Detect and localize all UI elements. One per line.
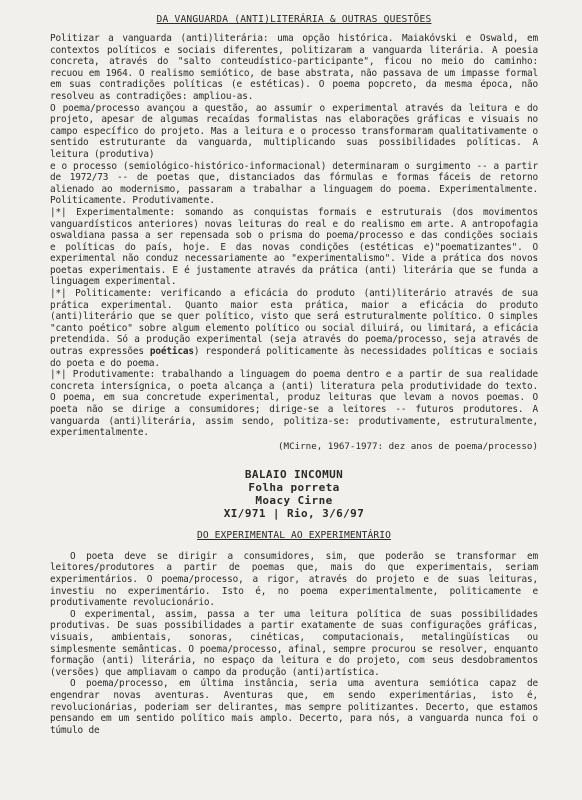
paragraph: Politizar a vanguarda (anti)literária: uma opção histórica. Maiakóvski e Oswald, em contextos políticos e sociais diferentes, politizaram a vanguarda literária. A poesia concreta, através do "salto conteudístico-participante", ficou no meio do caminho: recuou em 1964. O realismo semiótico, de base abstrata, não passava de um impasse formal em suas contradições políticas (e estéticas). O poema popcreto, da mesma época, não resolveu as contradições: ampliou-as. xyxy=(50,33,538,102)
masthead-author: Moacy Cirne xyxy=(255,493,333,507)
masthead-subtitle: Folha porreta xyxy=(248,480,340,494)
masthead xyxy=(50,468,538,520)
paragraph xyxy=(50,288,538,369)
paragraph: O poema/processo, em última instância, seria uma aventura semiótica capaz de engendrar novas aventuras. Aventuras que, em sendo experimentárias, isto é, revolucionárias, poderiam ser delirantes, mas sempre politizantes. Decerto, que estamos pensando em um sentido político mais amplo. Decerto, para nós, a vanguarda nunca foi o túmulo de xyxy=(50,678,538,736)
paragraph-bold-word: poéticas xyxy=(149,346,194,358)
paragraph: O poeta deve se dirigir a consumidores, sim, que poderão se transformar em leitores/produtores a partir de poemas que, mais do que experimentais, seriam experimentários. O poema/processo, a rigor, através do projeto e de suas leituras, investiu no experimentário. Isto é, no poema experimentalmente, politicamente e produtivamente revolucionário. xyxy=(50,550,538,609)
paragraph: |*| Produtivamente: trabalhando a linguagem do poema dentro e a partir de sua realidade concreta intersígnica, o poeta alcança a (anti) literatura pela produtividade do texto. O poema, em sua concretude experimental, produz leituras que levam a novos poemas. O poeta não se dirige a consumidores; dirige-se a leitores -- futuros produtores. A vanguarda (anti)literária, assim sendo, politiza-se: produtivamente, estruturalmente, experimentalmente. xyxy=(50,369,538,439)
paragraph: |*| Experimentalmente: somando as conquistas formais e estruturais (dos movimentos vanguardísticos anteriores) novas leituras do real e do realismo em arte. A antropofagia oswaldiana passa a ser repensada sob o prisma do poema/processo e das condições sociais e políticas do país, hoje. E das novas condições (estéticas e)"poematizantes". O experimental não conduz necessariamente ao "experimentalismo". Vide a prática dos novos poetas experimentais. E é justamente através da prática (anti) literária que se funda a linguagem experimental. xyxy=(50,206,538,288)
section-title: DA VANGUARDA (ANTI)LITERÁRIA & OUTRAS QUESTÕES xyxy=(156,14,432,25)
masthead-title: BALAIO INCOMUN xyxy=(244,467,344,481)
paragraph-text: |*| Politicamente: verificando a eficácia do produto (anti)literário através de sua prática experimental. Quanto maior esta prática, maior a eficácia do produto (anti)literário que se quer político, visto que será estruturalmente político. O simples "canto poético" sobre algum elemento político ou social diluirá, ou limitará, a eficácia pretendida. Só a produção experimental (seja através do poema/processo, seja através de outras expressões xyxy=(50,288,538,358)
paragraph: O poema/processo avançou a questão, ao assumir o experimental através da leitura e do projeto, apesar de algumas recaídas formalistas nas elaborações gráficas e visuais no campo específico do projeto. Mas a leitura e o processo transformaram qualitativamente o sentido estruturante da vanguarda, multiplicando suas possibilidades políticas. A leitura (produtiva) xyxy=(50,102,538,160)
paragraph: O experimental, assim, passa a ter uma leitura política de suas possibilidades produtivas. De suas possibilidades a partir exatamente de suas configurações gráficas, visuais, ambientais, sonoras, cinéticas, computacionais, metalingüísticas ou simplesmente semânticas. O poema/processo, afinal, sempre procurou se resolver, enquanto formação (anti) literária, no espaço da leitura e do projeto, com seus desdobramentos (versões) que ampliavam o campo da produção (anti)artística. xyxy=(50,608,538,678)
section-title: DO EXPERIMENTAL AO EXPERIMENTÁRIO xyxy=(197,529,391,541)
paragraph: e o processo (semiológico-histórico-informacional) determinaram o surgimento -- a partir de 1972/73 -- de poetas que, distanciados das fórmulas e formas fáceis de retorno alienado ao modernismo, passaram a trabalhar a linguagem do poema. Experimentalmente. Politicamente. Produtivamente. xyxy=(50,160,538,207)
masthead-issue-date: XI/971 | Rio, 3/6/97 xyxy=(223,506,365,520)
signature: (MCirne, 1967-1977: dez anos de poema/processo) xyxy=(278,440,538,452)
paragraph-text: ) responderá politicamente às necessidades políticas e sociais do poeta e do poema. xyxy=(50,346,538,369)
